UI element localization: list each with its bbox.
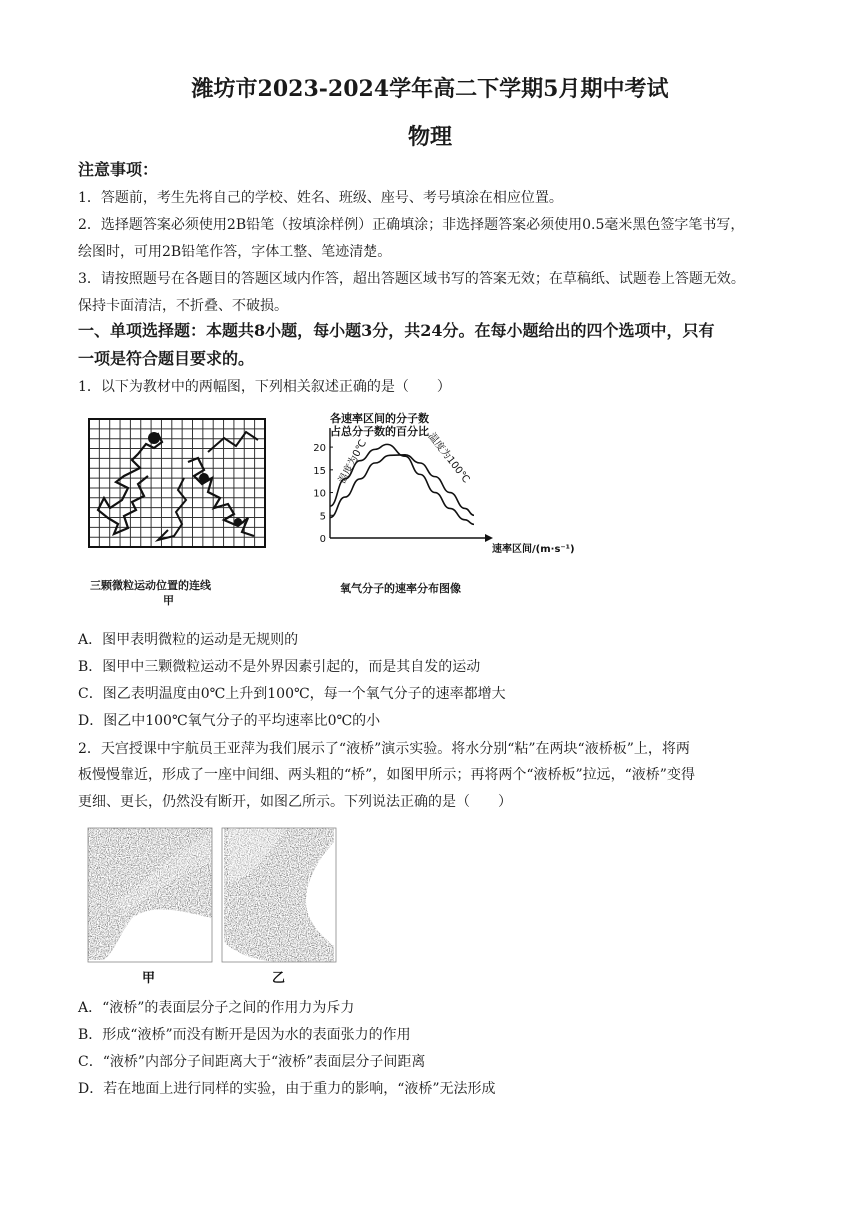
notice-line: 2．选择题答案必须使用2B铅笔（按填涂样例）正确填涂；非选择题答案必须使用0.5毫米黑色签字笔书写，	[78, 217, 745, 233]
exam-title: 潍坊市2023-2024学年高二下学期5月期中考试	[191, 76, 669, 102]
fig-jia-label: 甲	[163, 594, 174, 607]
y-tick-label: 5	[319, 511, 326, 523]
series-label-100c: 温度为100℃	[425, 431, 472, 486]
q2-option-b: B．形成“液桥”而没有断开是因为水的表面张力的作用	[78, 1027, 411, 1043]
series-label-0c: 温度为0℃	[336, 438, 369, 486]
speed-distribution-chart	[300, 410, 600, 560]
q2-stem: 更细、更长，仍然没有断开，如图乙所示。下列说法正确的是（ ）	[78, 794, 512, 810]
q2-stem: 板慢慢靠近，形成了一座中间细、两头粗的“桥”，如图甲所示；再将两个“液桥板”拉远，“液桥”变得	[78, 767, 695, 783]
notice-heading: 注意事项：	[78, 160, 159, 179]
notice-line: 1．答题前，考生先将自己的学校、姓名、班级、座号、考号填涂在相应位置。	[78, 190, 563, 206]
q1-option-d: D．图乙中100℃氧气分子的平均速率比0℃的小	[78, 713, 381, 729]
y-tick-label: 20	[313, 443, 326, 455]
chart-xlabel: 速率区间/(m·s⁻¹)	[492, 544, 575, 555]
x-axis-arrow	[485, 534, 493, 542]
q1-option-a: A．图甲表明微粒的运动是无规则的	[78, 632, 299, 648]
q1-option-b: B．图甲中三颗微粒运动不是外界因素引起的，而是其自发的运动	[78, 659, 481, 675]
brownian-motion-figure	[88, 418, 268, 550]
exam-subject: 物理	[407, 124, 452, 150]
liquid-bridge-photos	[84, 822, 354, 992]
photo-yi	[224, 828, 334, 962]
fig-yi-caption: 氧气分子的速率分布图像	[340, 582, 461, 595]
q1-option-c: C．图乙表明温度由0℃上升到100℃，每一个氧气分子的速率都增大	[78, 686, 506, 702]
photo-jia	[88, 828, 212, 960]
fig-jia-caption: 三颗微粒运动位置的连线	[90, 579, 211, 592]
q2-stem: 2．天宫授课中宇航员王亚萍为我们展示了“液桥”演示实验。将水分别“粘”在两块“液桥板”上，将两	[78, 741, 690, 757]
y-tick-label: 0	[319, 534, 326, 545]
chart-ylabel-line1: 各速率区间的分子数	[330, 412, 429, 425]
photo-yi-label: 乙	[272, 971, 286, 986]
y-tick-label: 15	[313, 465, 326, 477]
section-heading: 一项是符合题目要求的。	[78, 349, 255, 368]
notice-line: 3．请按照题号在各题目的答题区域内作答，超出答题区域书写的答案无效；在草稿纸、试题卷上答题无效。	[78, 271, 745, 287]
notice-line: 绘图时，可用2B铅笔作答，字体工整、笔迹清楚。	[78, 244, 392, 260]
chart-ylabel-line2: 占总分子数的百分比	[330, 425, 429, 438]
q1-stem: 1．以下为教材中的两幅图，下列相关叙述正确的是（ ）	[78, 379, 451, 395]
section-heading: 一、单项选择题：本题共8小题，每小题3分，共24分。在每小题给出的四个选项中，只有	[78, 321, 715, 340]
q2-option-c: C．“液桥”内部分子间距离大于“液桥”表面层分子间距离	[78, 1054, 426, 1070]
q2-option-a: A．“液桥”的表面层分子之间的作用力为斥力	[78, 1000, 355, 1016]
y-tick-label: 10	[313, 488, 326, 500]
notice-line: 保持卡面清洁，不折叠、不破损。	[78, 298, 288, 314]
photo-jia-label: 甲	[142, 971, 156, 986]
q2-option-d: D．若在地面上进行同样的实验，由于重力的影响，“液桥”无法形成	[78, 1081, 496, 1097]
